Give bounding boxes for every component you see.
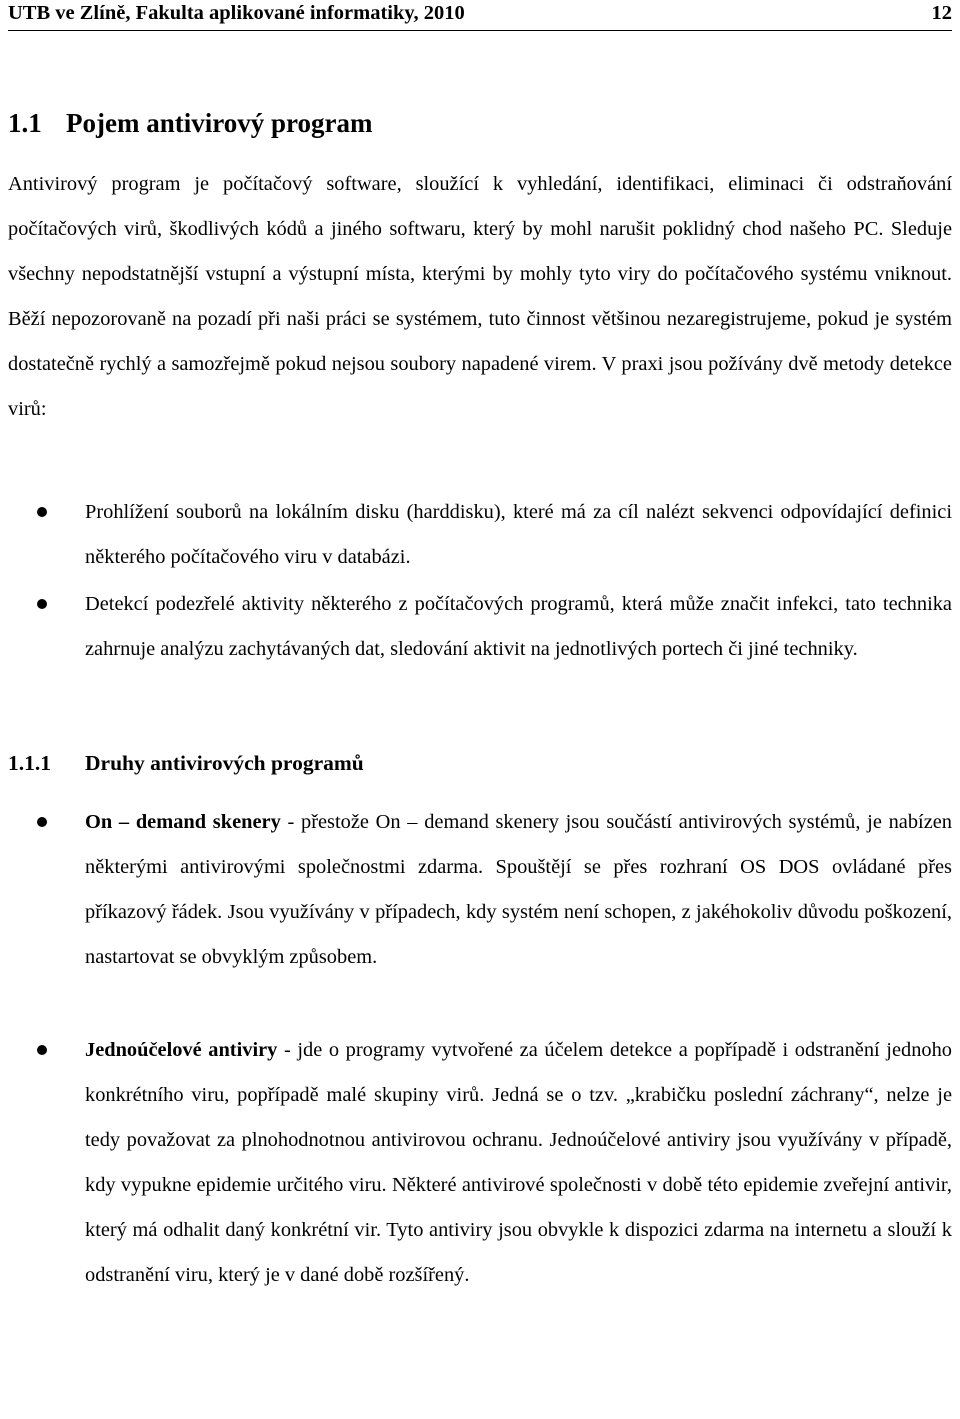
- section-heading: [8, 107, 372, 139]
- list-item-text: Detekcí podezřelé aktivity některého z počítačových programů, která může značit infekci, tato technika zahrnuje analýzu zachytávaných dat, sledování aktivit na jednotlivých portech či jiné techniky.: [85, 593, 952, 660]
- section-number: 1.1: [8, 108, 42, 138]
- type-term: Jednoúčelové antiviry: [85, 1039, 278, 1061]
- subsection-number: 1.1.1: [8, 751, 51, 775]
- list-item: [0, 800, 952, 980]
- type-term: On – demand skenery: [85, 811, 281, 833]
- list-item-text: Prohlížení souborů na lokálním disku (harddisku), které má za cíl nalézt sekvenci odpovídající definici některého počítačového viru v databázi.: [85, 501, 952, 568]
- type-description: - přestože On – demand skenery jsou součástí antivirových systémů, je nabízen některými antivirovými společnostmi zdarma. Spouštějí se přes rozhraní OS DOS ovládané přes příkazový řádek. Jsou využívány v případech, kdy systém není schopen, z jakéhokoliv důvodu poškození, nastartovat se obvyklým způsobem.: [85, 811, 953, 968]
- intro-paragraph: Antivirový program je počítačový software, sloužící k vyhledání, identifikaci, eliminaci či odstraňování počítačových virů, škodlivých kódů a jiného softwaru, který by mohl narušit poklidný chod našeho PC. Sleduje všechny nepodstatnější vstupní a výstupní místa, kterými by mohly tyto viry do počítačového systému vniknout. Běží nepozorovaně na pozadí při naši práci se systémem, tuto činnost většinou nezaregistrujeme, pokud je systém dostatečně rychlý a samozřejmě pokud nejsou soubory napadené virem. V praxi jsou požívány dvě metody detekce virů:: [8, 173, 952, 420]
- running-header: [8, 0, 952, 31]
- section-title: Pojem antivirový program: [66, 108, 373, 138]
- bullet-icon: [37, 1045, 47, 1055]
- antivirus-types-list: [0, 800, 952, 1298]
- bullet-icon: [37, 599, 47, 609]
- list-item: [0, 490, 952, 580]
- list-item: [0, 582, 952, 672]
- bullet-icon: [37, 817, 47, 827]
- subsection-title: Druhy antivirových programů: [85, 751, 364, 775]
- type-description: - jde o programy vytvořené za účelem detekce a popřípadě i odstranění jednoho konkrétního viru, popřípadě malé skupiny virů. Jedná se o tzv. „krabičku poslední záchrany“, nelze je tedy považovat za plnohodnotnou antivirovou ochranu. Jednoúčelové antiviry jsou využívány v případě, kdy vypukne epidemie určitého viru. Některé antivirové společnosti v době této epidemie zveřejní antivir, který má odhalit daný konkrétní vir. Tyto antiviry jsou obvykle k dispozici zdarma na internetu a slouží k odstranění viru, který je v dané době rozšířený.: [85, 1039, 952, 1286]
- subsection-heading: [8, 748, 364, 778]
- page-number: 12: [931, 2, 952, 24]
- detection-methods-list: [0, 490, 952, 674]
- header-title: UTB ve Zlíně, Fakulta aplikované informatiky, 2010: [8, 2, 465, 24]
- list-item: [0, 1028, 952, 1298]
- bullet-icon: [37, 507, 47, 517]
